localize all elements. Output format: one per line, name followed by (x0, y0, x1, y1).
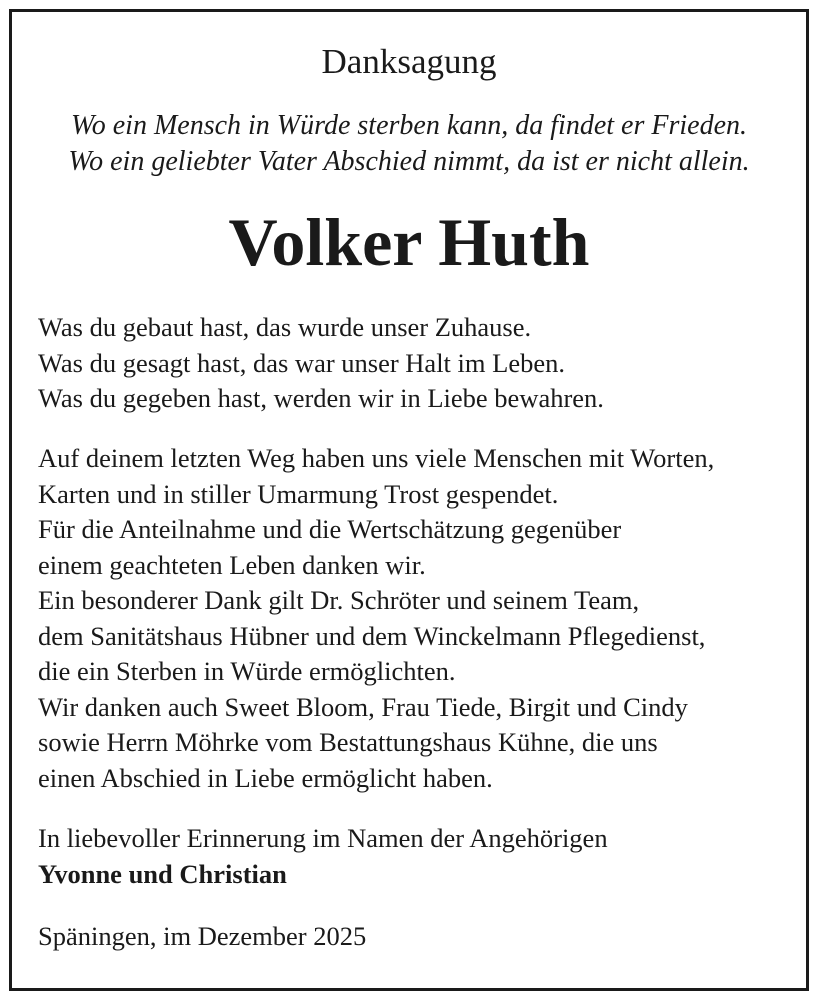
thanks-text (38, 441, 798, 796)
thanks-line: einem geachteten Leben danken wir. (38, 549, 426, 580)
signers: Yvonne und Christian (38, 858, 287, 889)
thanks-line: Auf deinem letzten Weg haben uns viele Menschen mit Worten, (38, 443, 715, 473)
thanks-line: Karten und in stiller Umarmung Trost gespendet. (38, 478, 559, 509)
thanks-line: die ein Sterben in Würde ermöglichten. (38, 656, 456, 686)
thanks-line: Wir danken auch Sweet Bloom, Frau Tiede, Birgit und Cindy (38, 691, 688, 722)
closing (38, 821, 798, 892)
place-date: Späningen, im Dezember 2025 (38, 921, 367, 951)
motto-line: Wo ein geliebter Vater Abschied nimmt, da ist er nicht allein. (68, 146, 750, 177)
thanks-line: Für die Anteilnahme und die Wertschätzung gegenüber (38, 514, 622, 544)
thanks-line: dem Sanitätshaus Hübner und dem Winckelmann Pflegedienst, (38, 620, 706, 651)
closing-line: In liebevoller Erinnerung im Namen der Angehörigen (38, 823, 608, 853)
verse (38, 310, 798, 417)
verse-line: Was du gebaut hast, das wurde unser Zuhause. (38, 312, 532, 342)
verse-line: Was du gegeben hast, werden wir in Liebe bewahren. (38, 383, 604, 413)
motto-line: Wo ein Mensch in Würde sterben kann, da findet er Frieden. (70, 110, 747, 141)
thanks-line: einen Abschied in Liebe ermöglicht haben. (38, 762, 493, 793)
verse-line: Was du gesagt hast, das war unser Halt im Leben. (38, 347, 565, 378)
notice-heading: Danksagung (321, 42, 497, 81)
thanks-line: sowie Herrn Möhrke vom Bestattungshaus Kühne, die uns (38, 727, 658, 757)
thanks-line: Ein besonderer Dank gilt Dr. Schröter und seinem Team, (38, 585, 640, 615)
deceased-name: Volker Huth (228, 204, 590, 280)
motto (0, 108, 818, 180)
